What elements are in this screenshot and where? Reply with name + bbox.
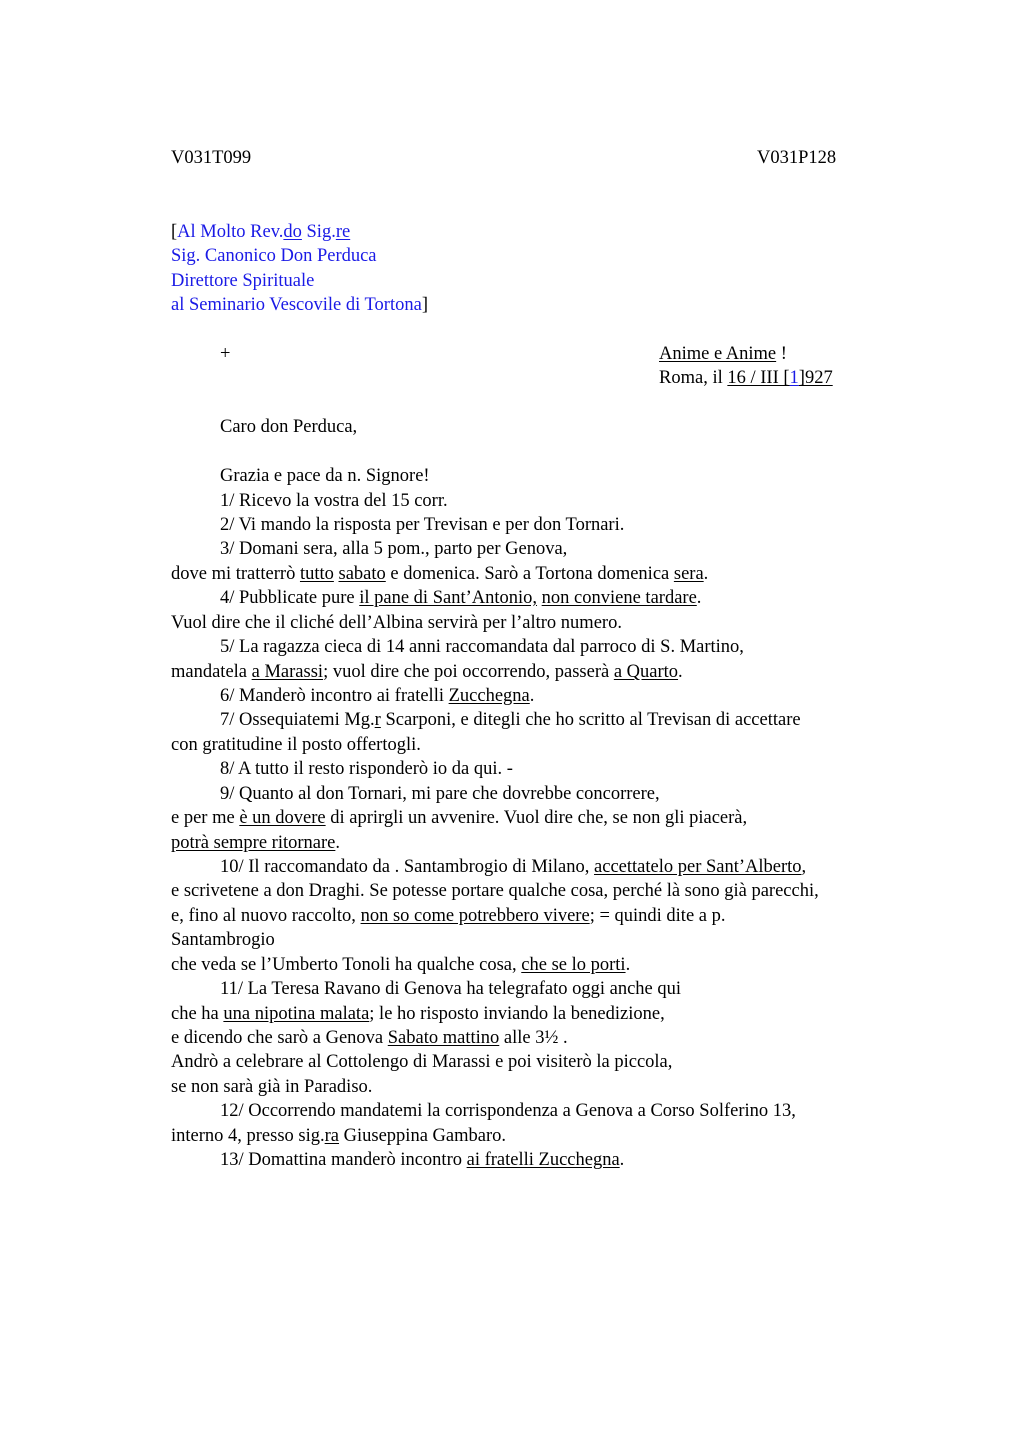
body-line: interno 4, presso sig.ra Giuseppina Gambaro.: [171, 1126, 506, 1146]
motto: Anime e Anime !: [659, 344, 787, 364]
body-line: Santambrogio: [171, 930, 275, 950]
cross-mark: +: [220, 344, 231, 364]
document-code-left: V031T099: [171, 148, 252, 168]
body-line: 7/ Ossequiatemi Mg.r Scarponi, e ditegli che ho scritto al Trevisan di accettare: [220, 710, 801, 730]
body-line: e scrivetene a don Draghi. Se potesse portare qualche cosa, perché là sono già parecchi,: [171, 881, 819, 901]
body-line: 5/ La ragazza cieca di 14 anni raccomandata dal parroco di S. Martino,: [220, 637, 744, 657]
body-line: 12/ Occorrendo mandatemi la corrispondenza a Genova a Corso Solferino 13,: [220, 1101, 796, 1121]
address-line-4: al Seminario Vescovile di Tortona]: [171, 295, 428, 315]
body-line: 13/ Domattina manderò incontro ai fratelli Zucchegna.: [220, 1150, 625, 1170]
dateline: Roma, il 16 / III [1]927: [659, 368, 833, 388]
body-line: 8/ A tutto il resto risponderò io da qui. -: [220, 759, 513, 779]
body-line: che veda se l’Umberto Tonoli ha qualche cosa, che se lo porti.: [171, 955, 631, 975]
body-line: 4/ Pubblicate pure il pane di Sant’Antonio, non conviene tardare.: [220, 588, 702, 608]
body-line: 11/ La Teresa Ravano di Genova ha telegrafato oggi anche qui: [220, 979, 682, 999]
body-line: 6/ Manderò incontro ai fratelli Zucchegna.: [220, 686, 535, 706]
body-line: 9/ Quanto al don Tornari, mi pare che dovrebbe concorrere,: [220, 784, 660, 804]
body-line: 2/ Vi mando la risposta per Trevisan e per don Tornari.: [220, 515, 625, 535]
body-line: mandatela a Marassi; vuol dire che poi occorrendo, passerà a Quarto.: [171, 662, 683, 682]
body-line: dove mi tratterrò tutto sabato e domenica. Sarò a Tortona domenica sera.: [171, 564, 709, 584]
body-line: che ha una nipotina malata; le ho risposto inviando la benedizione,: [171, 1004, 665, 1024]
body-line: con gratitudine il posto offertogli.: [171, 735, 421, 755]
body-line: 3/ Domani sera, alla 5 pom., parto per Genova,: [220, 539, 568, 559]
body-line: e per me è un dovere di aprirgli un avvenire. Vuol dire che, se non gli piacerà,: [171, 808, 748, 828]
address-line-2: Sig. Canonico Don Perduca: [171, 246, 377, 266]
address-line-3: Direttore Spirituale: [171, 271, 315, 291]
body-line: 1/ Ricevo la vostra del 15 corr.: [220, 491, 448, 511]
body-line: Vuol dire che il cliché dell’Albina servirà per l’altro numero.: [171, 613, 622, 633]
body-line: potrà sempre ritornare.: [171, 833, 340, 853]
document-code-right: V031P128: [757, 148, 837, 168]
greeting: Grazia e pace da n. Signore!: [220, 466, 430, 486]
body-line: 10/ Il raccomandato da . Santambrogio di Milano, accettatelo per Sant’Alberto,: [220, 857, 807, 877]
address-line-1: [Al Molto Rev.do Sig.re: [171, 222, 351, 242]
body-line: Andrò a celebrare al Cottolengo di Marassi e poi visiterò la piccola,: [171, 1052, 673, 1072]
body-line: e, fino al nuovo raccolto, non so come potrebbero vivere; = quindi dite a p.: [171, 906, 726, 926]
body-line: se non sarà già in Paradiso.: [171, 1077, 373, 1097]
body-line: e dicendo che sarò a Genova Sabato mattino alle 3½ .: [171, 1028, 568, 1048]
salutation: Caro don Perduca,: [220, 417, 358, 437]
